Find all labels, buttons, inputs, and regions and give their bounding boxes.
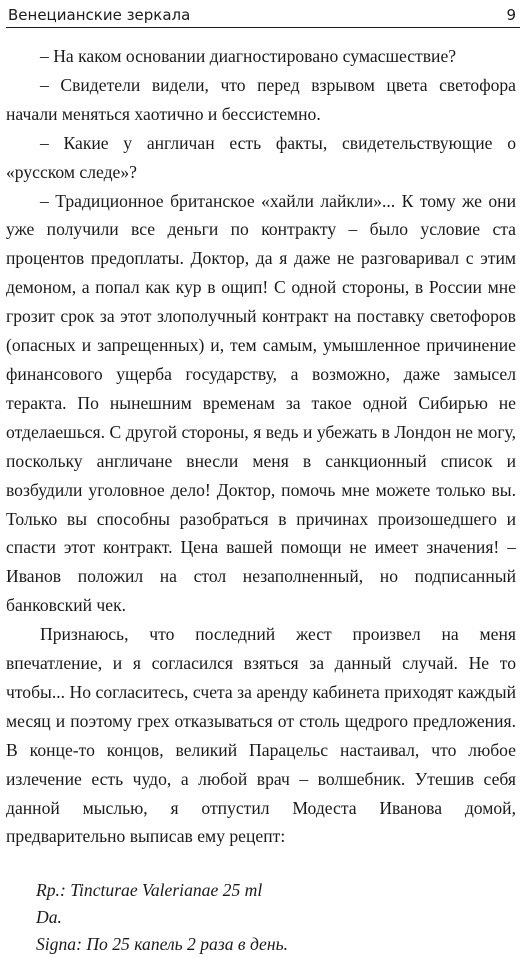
book-title: Венецианские зеркала xyxy=(8,6,191,24)
paragraph: – Свидетели видели, что перед взрывом цвета светофора начали меняться хаотично и бессистемно. xyxy=(6,74,516,124)
prescription-line-da: Da. xyxy=(36,907,62,928)
page-number: 9 xyxy=(506,6,516,24)
paragraph: – Какие у англичан есть факты, свидетельствующие о «русском следе»? xyxy=(6,132,516,182)
running-header xyxy=(6,2,520,28)
prescription-line-rp: Rp.: Tincturae Valerianae 25 ml xyxy=(36,880,263,901)
paragraph: – Традиционное британское «хайли лайкли»... К тому же они уже получили все деньги по контракту – было условие ста процентов предоплаты. Доктор, да я даже не разговаривал с этим демоном, а попал как кур в ощип! С одной стороны, в России мне грозит срок за этот злополучный контракт на поставку светофоров (опасных и запрещенных) и, тем самым, умышленное причинение финансового ущерба государству, а возможно, даже замысел теракта. По нынешним временам за такое одной Сибирью не отделаешься. С другой стороны, я ведь и убежать в Лондон не могу, поскольку англичане внесли меня в санкционный список и возбудили уголовное дело! Доктор, помочь мне можете только вы. Только вы способны разобраться в причинах произошедшего и спасти этот контракт. Цена вашей помощи не имеет значения! – Иванов положил на стол незаполненный, но подписанный банковский чек. xyxy=(6,190,516,616)
paragraph: Признаюсь, что последний жест произвел на меня впечатление, и я согласился взяться за данный случай. Не то чтобы... Но согласитесь, счета за аренду кабинета приходят каждый месяц и поэтому грех отказываться от столь щедрого предложения. В конце-то концов, великий Парацельс настаивал, что любое излечение есть чудо, а любой врач – волшебник. Утешив себя данной мыслью, я отпустил Модеста Иванова домой, предварительно выписав ему рецепт: xyxy=(6,624,516,847)
prescription-line-signa: Signa: По 25 капель 2 раза в день. xyxy=(36,934,288,955)
body-text xyxy=(6,42,516,958)
paragraph: – На каком основании диагностировано сумасшествие? xyxy=(40,46,457,66)
prescription xyxy=(6,877,516,958)
